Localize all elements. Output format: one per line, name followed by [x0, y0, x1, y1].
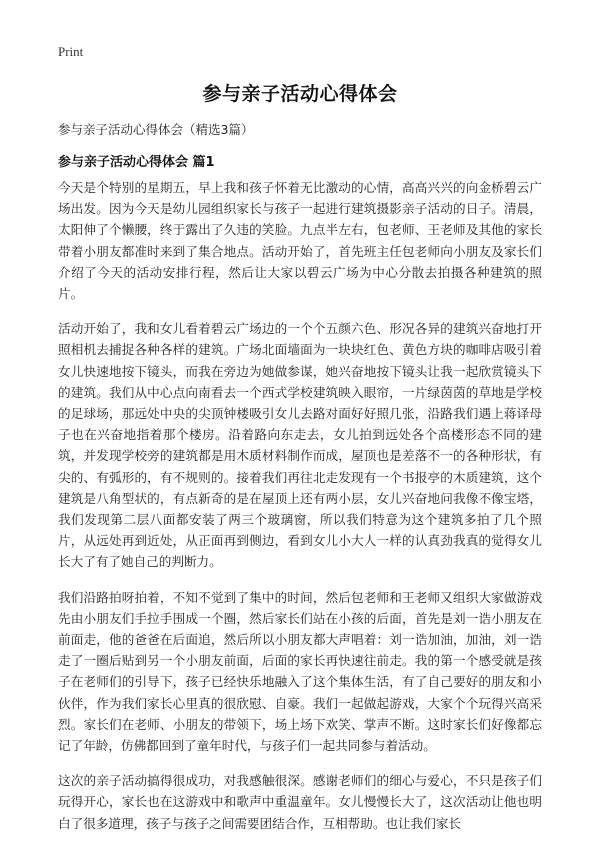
- paragraph-4: 这次的亲子活动搞得很成功，对我感触很深。感谢老师们的细心与爱心，不只是孩子们玩得开心，家长也在这游戏中和歌声中重温童年。女儿慢慢长大了，这次活动让他也明白了很多道理，孩子与孩子之间需要团结合作，互相帮助。也让我们家长: [58, 773, 542, 831]
- paragraph-3: 我们沿路拍呀拍着，不知不觉到了集中的时间，然后包老师和王老师又组织大家做游戏先由小朋友们手拉手围成一个圈，然后家长们站在小孩的后面，首先是刘一诰小朋友在前面走，他的爸爸在后面追，然后所以小朋友都大声唱着：刘一诰加油，加油，刘一诰走了一圈后贴到另一个小朋友前面，后面的家长再快速往前走。我的第一个感受就是孩子在老师们的引导下，孩子已经快乐地融入了这个集体生活，有了自己要好的朋友和小伙伴，作为我们家长心里真的很欣慰、自豪。我们一起做起游戏，大家个个玩得兴高采烈。家长们在老师、小朋友的带领下，场上场下欢笑、掌声不断。这时家长们好像都忘记了年龄，仿佛都回到了童年时代，与孩子们一起共同参与着活动。: [58, 589, 542, 754]
- paragraph-2: 活动开始了，我和女儿看着碧云广场边的一个个五颜六色、形况各异的建筑兴奋地打开照相机去捕捉各种各样的建筑。广场北面墙面为一块块红色、黄色方块的咖啡店吸引着女儿快速地按下镜头，而我在旁边为她做参谋，她兴奋地按下镜头让我一起欣赏镜头下的建筑。我们从中心点向南看去一个西式学校建筑映入眼帘，一片绿茵茵的草地是学校的足球场，那远处中央的尖顶钟楼吸引女儿去路对面好好照几张，沿路我们遇上蒋译母子也在兴奋地指着那个楼房。沿着路向东走去，女儿拍到远处各个高楼形态不同的建筑，并发现学校旁的建筑都是用木质材料制作而成，屋顶也是差落不一的各种形状，有尖的、有弧形的，有不规则的。接着我们再往北走发现有一个书报亭的木质建筑，这个建筑是八角型状的，有点新奇的是在屋顶上还有两小层，女儿兴奋地问我像不像宝塔，我们发现第二层八面都安装了两三个玻璃窗，所以我们特意为这个建筑多拍了几个照片，从远处再到近处，从正面再到侧边，看到女儿小大人一样的认真劲我真的觉得女儿长大了有了她自己的判断力。: [58, 321, 542, 570]
- print-link[interactable]: Print: [58, 44, 84, 59]
- section-heading: 参与亲子活动心得体会 篇1: [58, 155, 215, 170]
- page-title: 参与亲子活动心得体会: [202, 83, 398, 105]
- article-body: [58, 177, 542, 848]
- document-subtitle: 参与亲子活动心得体会（精选3篇）: [58, 122, 254, 137]
- paragraph-1: 今天是个特别的星期五，早上我和孩子怀着无比激动的心情，高高兴兴的向金桥碧云广场出发。因为今天是幼儿园组织家长与孩子一起进行建筑摄影亲子活动的日子。清晨，太阳伸了个懒腰，终于露出了久违的笑脸。九点半左右，包老师、王老师及其他的家长带着小朋友都准时来到了集合地点。活动开始了，首先班主任包老师向小朋友及家长们介绍了今天的活动安排行程，然后让大家以碧云广场为中心分散去拍摄各种建筑的照片。: [58, 180, 542, 302]
